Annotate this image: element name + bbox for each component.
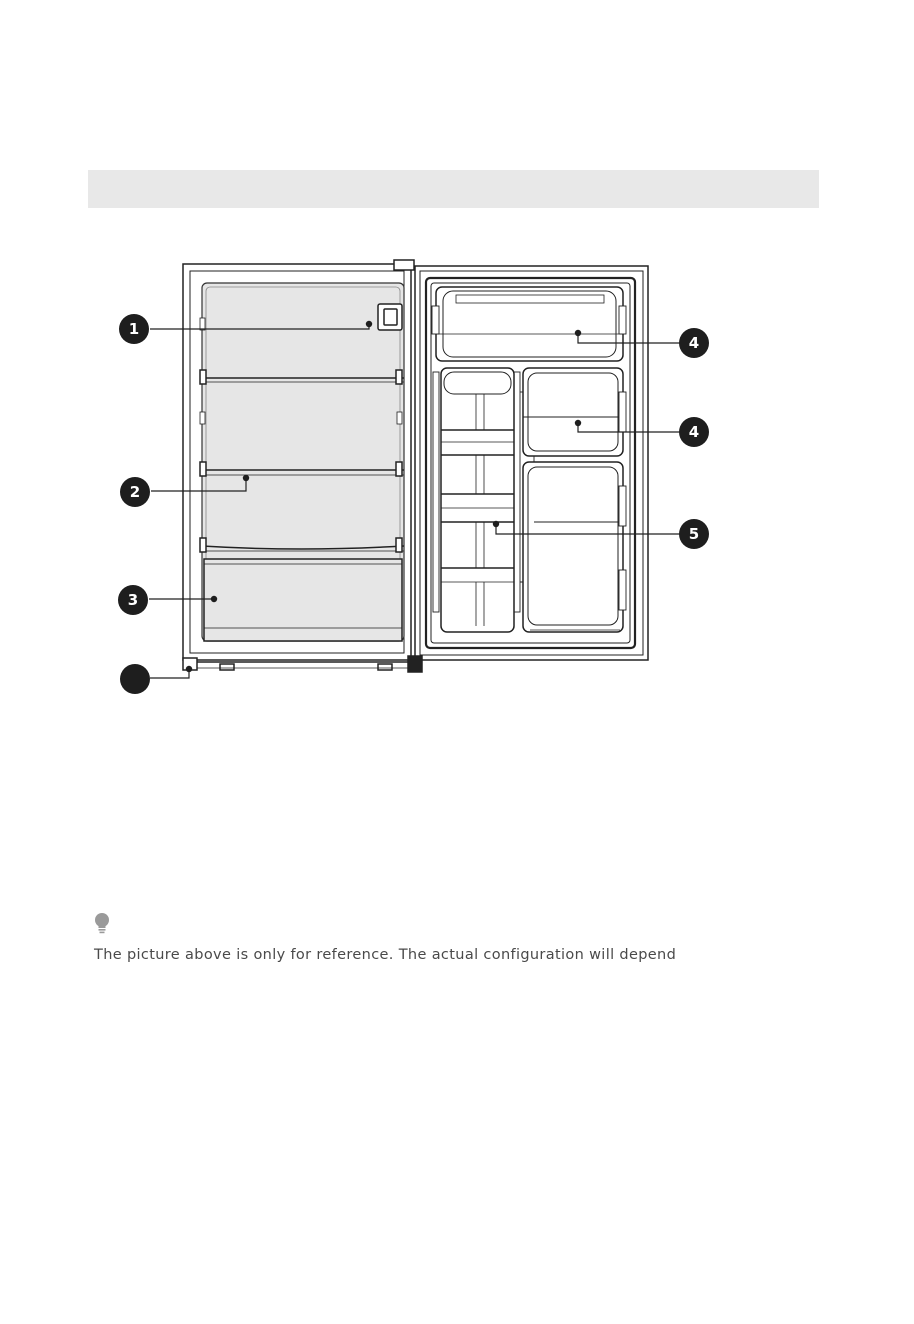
cabinet [183, 260, 422, 672]
callout-marker-6 [120, 664, 150, 694]
door [415, 266, 648, 660]
callout-label-4-top: 4 [688, 334, 700, 352]
callout-marker-4-top [679, 328, 709, 358]
reference-note: The picture above is only for reference. The actual configuration will depend [94, 947, 677, 963]
callout-label-2: 2 [129, 483, 141, 501]
lightbulb-icon [93, 912, 111, 936]
callout-marker-4-mid [679, 417, 709, 447]
callout-marker-5 [679, 519, 709, 549]
callout-label-5: 5 [688, 525, 700, 543]
callout-marker-1 [119, 314, 149, 344]
callout-label-1: 1 [128, 320, 140, 338]
callout-marker-2 [120, 477, 150, 507]
callout-marker-3 [118, 585, 148, 615]
callout-label-3: 3 [127, 591, 139, 609]
callout-label-4-mid: 4 [688, 423, 700, 441]
